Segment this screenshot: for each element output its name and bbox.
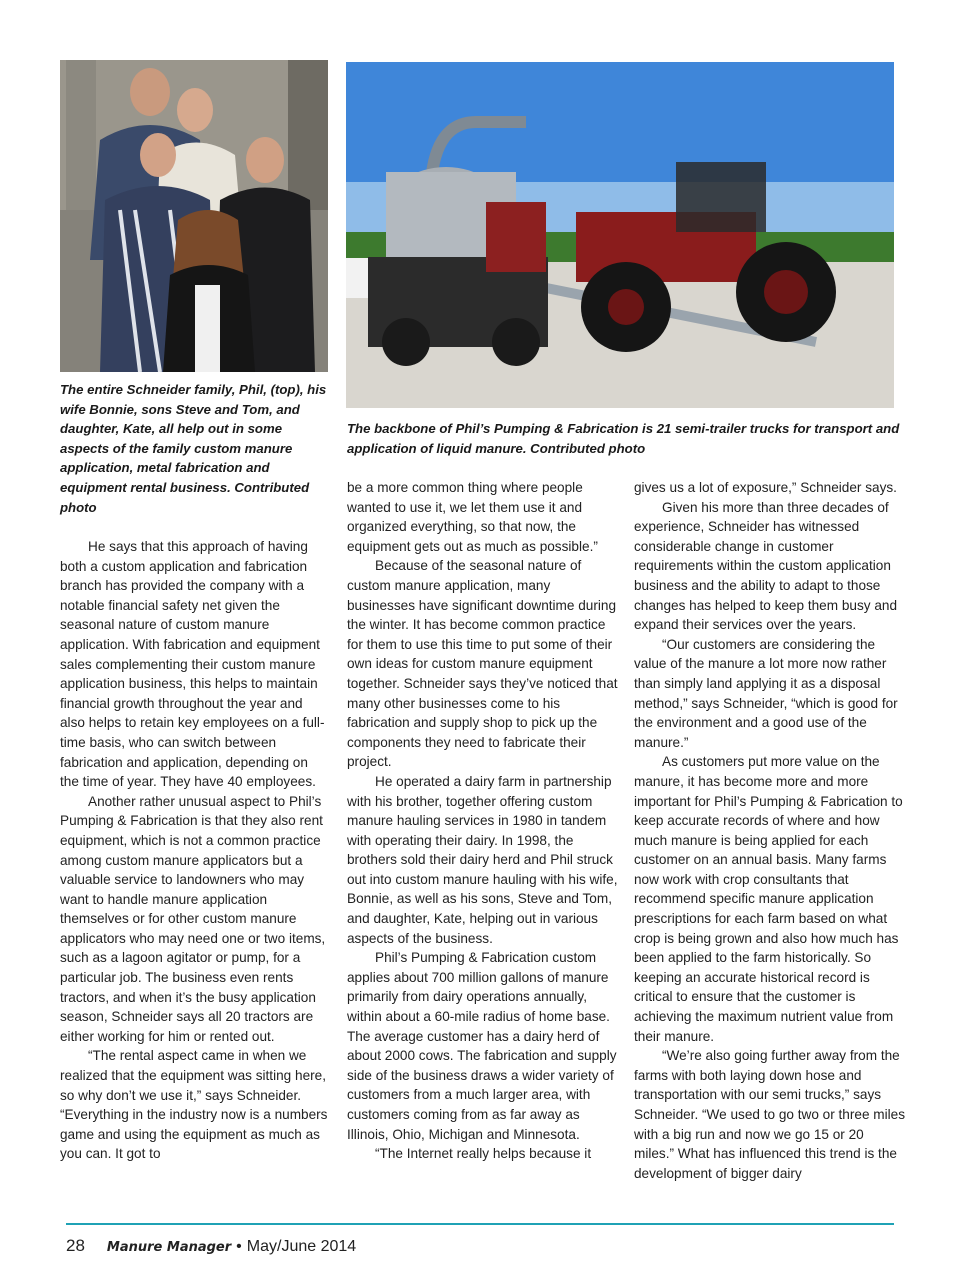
article-column-3 [634, 478, 906, 1183]
paragraph: As customers put more value on the manure, it has become more and more important for Phil’s Pumping & Fabrication to keep accurate records of where and how much manure is being applied for each customer on an annual basis. Many farms now work with crop consultants that recommend specific manure application prescriptions for each farm based on what crop is being grown and also how much has been applied to the farm historically. So keeping an accurate historical record is critical to ensure that the customer is achieving the maximum nutrient value from their manure. [634, 754, 903, 1044]
paragraph: Phil’s Pumping & Fabrication custom applies about 700 million gallons of manure primarily from dairy operations annually, within about a 60-mile radius of home base. The average customer has a dairy herd of about 2000 cows. The fabrication and supply side of the business draws a wider variety of customers from a much larger area, with customers coming from as far away as Illinois, Ohio, Michigan and Minnesota. [347, 950, 617, 1142]
footer-rule [66, 1223, 894, 1225]
paragraph: He says that this approach of having both a custom application and fabrication branch has provided the company with a notable financial safety net given the seasonal nature of custom manure application. With fabrication and equipment sales complementing their custom manure application business, this helps to maintain financial growth throughout the year and also helps to retain key employees on a full-time basis, who can switch between fabrication and application, depending on the time of year. They have 40 employees. [60, 539, 325, 790]
paragraph: “We’re also going further away from the farms with both laying down hose and transportation with our semi trucks,” says Schneider. “We used to go two or three miles with a big run and now we go 15 or 20 miles.” What has influenced this trend is the development of bigger dairy [634, 1048, 906, 1181]
paragraph: He operated a dairy farm in partnership with his brother, together offering custom manure hauling services in 1980 in tandem with operating their dairy. In 1998, the brothers sold their dairy herd and Phil struck out into custom manure hauling with his wife, Bonnie, as well as his sons, Steve and Tom, and daughter, Kate, helping out in various aspects of the business. [347, 773, 618, 946]
article-column-1 [60, 537, 330, 1164]
footer-separator: • [236, 1238, 242, 1255]
paragraph: “The Internet really helps because it [375, 1146, 592, 1162]
issue-date: May/June 2014 [246, 1238, 357, 1255]
paragraph: gives us a lot of exposure,” Schneider says. [634, 480, 897, 495]
family-photo-caption: The entire Schneider family, Phil, (top), his wife Bonnie, sons Steve and Tom, and daughter, Kate, all help out in some aspects of the family custom manure application, metal fabrication and equipment rental business. Contributed photo [60, 382, 327, 515]
truck-photo-caption: The backbone of Phil’s Pumping & Fabrication is 21 semi-trailer trucks for transport and application of liquid manure. Contributed photo [347, 421, 900, 456]
truck-photo-image [346, 62, 894, 408]
family-photo [60, 60, 328, 372]
article-column-2 [347, 478, 619, 1164]
truck-photo [346, 62, 894, 408]
magazine-name: Manure Manager [106, 1240, 232, 1255]
page-footer [66, 1236, 356, 1256]
paragraph: “Our customers are considering the value of the manure a lot more now rather than simply land applying it as a disposal method,” says Schneider, “which is good for the environment and a good use of the manure.” [634, 636, 898, 750]
paragraph: Another rather unusual aspect to Phil’s Pumping & Fabrication is that they also rent equipment, which is not a common practice among custom manure applicators but a valuable service to landowners who may want to handle manure application themselves or for other custom manure applicators who may need one or two items, such as a lagoon agitator or pump, for a particular job. The business even rents tractors, and when it’s the busy application season, Schneider says all 20 tractors are either working for him or rented out. [60, 793, 326, 1044]
paragraph: Given his more than three decades of experience, Schneider has witnessed considerable change in customer requirements within the custom application business and the ability to adapt to those changes has helped to keep them busy and expand their services over the years. [634, 499, 898, 633]
page-number: 28 [66, 1236, 85, 1255]
paragraph: Because of the seasonal nature of custom manure application, many businesses have significant downtime during the winter. It has become common practice for them to use this time to put some of their own ideas for custom manure equipment together. Schneider says they’ve noticed that many other businesses come to his fabrication and supply shop to pick up the components they need to fabricate their project. [347, 558, 618, 770]
family-photo-image [60, 60, 328, 372]
paragraph: be a more common thing where people wanted to use it, we let them use it and organized everything, so that now, the equipment gets out as much as possible.” [347, 480, 598, 554]
paragraph: “The rental aspect came in when we realized that the equipment was sitting here, so why don’t we use it,” says Schneider. “Everything in the industry now is a numbers game and using the equipment as much as you can. It got to [60, 1048, 328, 1162]
